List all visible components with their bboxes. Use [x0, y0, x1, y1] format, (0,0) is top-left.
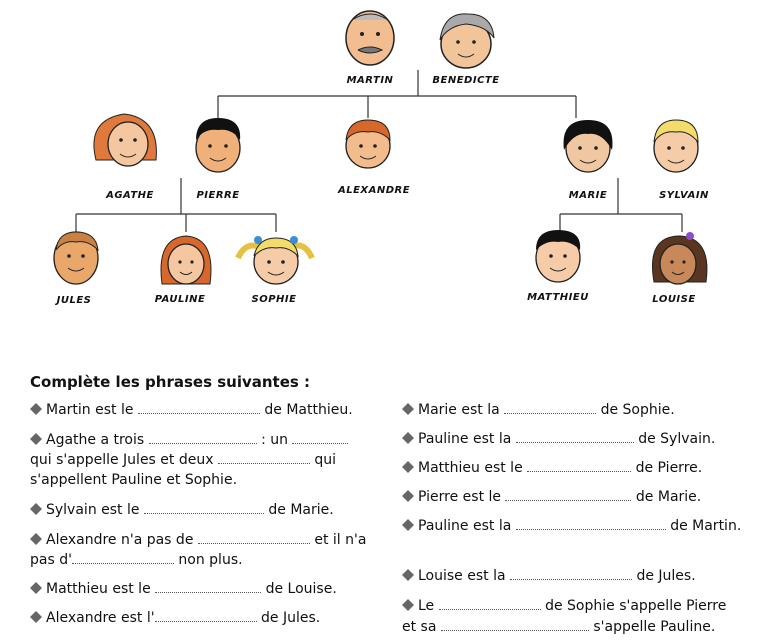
- diamond-bullet-icon: [30, 403, 42, 415]
- name-louise: LOUISE: [652, 294, 696, 305]
- sentence-text: de Jules.: [632, 568, 696, 584]
- sentence-text: de Jules.: [256, 610, 321, 626]
- diamond-bullet-icon: [30, 533, 42, 545]
- answer-blank[interactable]: [292, 431, 348, 444]
- sentence-text: non plus.: [173, 552, 243, 568]
- exercise-left-2-line2: [30, 450, 336, 470]
- sentence-text: de Martin.: [665, 518, 742, 534]
- name-alexandre: ALEXANDRE: [337, 185, 411, 196]
- diamond-bullet-icon: [30, 611, 42, 623]
- sentence-text: s'appellent Pauline et Sophie.: [30, 472, 238, 488]
- diamond-bullet-icon: [402, 461, 414, 473]
- sentence-text: qui: [309, 452, 337, 468]
- name-sophie: SOPHIE: [251, 294, 297, 305]
- exercise-right-7-line2: [402, 617, 715, 637]
- face-matthieu: [536, 230, 580, 282]
- diamond-bullet-icon: [402, 519, 414, 531]
- name-jules: JULES: [56, 295, 92, 306]
- face-agathe: [94, 114, 156, 166]
- sentence-text: s'appelle Pauline.: [588, 619, 716, 635]
- face-sophie: [238, 236, 312, 284]
- answer-blank[interactable]: [155, 580, 261, 593]
- answer-blank[interactable]: [149, 431, 257, 444]
- exercise-left-6: [30, 608, 320, 628]
- sentence-text: pas d': [30, 552, 72, 568]
- exercise-left-5: [30, 579, 337, 599]
- answer-blank[interactable]: [505, 488, 631, 501]
- exercise-right-1: [402, 400, 675, 420]
- face-alexandre: [346, 120, 390, 168]
- name-pierre: PIERRE: [196, 190, 240, 201]
- sentence-text: Le: [418, 598, 439, 614]
- answer-blank[interactable]: [441, 618, 589, 631]
- sentence-text: qui s'appelle Jules et deux: [30, 452, 218, 468]
- answer-blank[interactable]: [218, 451, 310, 464]
- answer-blank[interactable]: [504, 401, 596, 414]
- name-pauline: PAULINE: [154, 294, 206, 305]
- exercise-right-6: [402, 566, 696, 586]
- answer-blank[interactable]: [527, 459, 631, 472]
- face-pauline: [161, 236, 211, 284]
- sentence-text: de Marie.: [631, 489, 702, 505]
- sentence-text: de Louise.: [261, 581, 337, 597]
- diamond-bullet-icon: [402, 403, 414, 415]
- exercise-left-4-line2: [30, 550, 243, 570]
- sentence-text: Louise est la: [418, 568, 511, 584]
- exercise-left-4: [30, 530, 366, 550]
- exercise-left-2-line3: [30, 470, 237, 490]
- sentence-text: de Matthieu.: [259, 402, 353, 418]
- sentence-text: Alexandre est l': [46, 610, 155, 626]
- exercise-left-2: [30, 430, 348, 450]
- exercise-left-3: [30, 500, 334, 520]
- face-marie: [564, 120, 613, 172]
- sentence-text: Sylvain est le: [46, 502, 144, 518]
- sentence-text: de Marie.: [263, 502, 334, 518]
- sentence-text: de Pierre.: [631, 460, 703, 476]
- diamond-bullet-icon: [402, 490, 414, 502]
- sentence-text: Pauline est la: [418, 431, 516, 447]
- sentence-text: Pierre est le: [418, 489, 506, 505]
- answer-blank[interactable]: [138, 401, 260, 414]
- sentence-text: Matthieu est le: [418, 460, 528, 476]
- sentence-text: et sa: [402, 619, 441, 635]
- name-martin: MARTIN: [346, 75, 394, 86]
- face-jules: [54, 232, 98, 284]
- diamond-bullet-icon: [402, 569, 414, 581]
- sentence-text: Agathe a trois: [46, 432, 149, 448]
- answer-blank[interactable]: [72, 551, 174, 564]
- answer-blank[interactable]: [155, 609, 257, 622]
- face-benedicte: [440, 14, 494, 68]
- diamond-bullet-icon: [30, 503, 42, 515]
- sentence-text: Matthieu est le: [46, 581, 156, 597]
- answer-blank[interactable]: [510, 567, 632, 580]
- sentence-text: Martin est le: [46, 402, 138, 418]
- exercise-right-2: [402, 429, 715, 449]
- exercise-right-7: [402, 596, 726, 616]
- answer-blank[interactable]: [516, 517, 666, 530]
- sentence-text: et il n'a: [309, 532, 367, 548]
- face-pierre: [196, 118, 240, 172]
- face-sylvain: [654, 120, 698, 172]
- exercise-title: Complète les phrases suivantes :: [30, 373, 311, 391]
- sentence-text: de Sylvain.: [633, 431, 716, 447]
- sentence-text: Pauline est la: [418, 518, 516, 534]
- name-benedicte: BENEDICTE: [432, 75, 500, 86]
- sentence-text: : un: [256, 432, 293, 448]
- sentence-text: de Sophie.: [596, 402, 675, 418]
- exercise-right-3: [402, 458, 702, 478]
- diamond-bullet-icon: [402, 432, 414, 444]
- diamond-bullet-icon: [30, 433, 42, 445]
- sentence-text: Alexandre n'a pas de: [46, 532, 198, 548]
- answer-blank[interactable]: [439, 597, 541, 610]
- face-martin: [346, 11, 394, 65]
- answer-blank[interactable]: [198, 531, 310, 544]
- answer-blank[interactable]: [144, 501, 264, 514]
- name-matthieu: MATTHIEU: [527, 292, 589, 303]
- name-agathe: AGATHE: [106, 190, 154, 201]
- answer-blank[interactable]: [516, 430, 634, 443]
- diamond-bullet-icon: [30, 582, 42, 594]
- sentence-text: de Sophie s'appelle Pierre: [540, 598, 727, 614]
- name-sylvain: SYLVAIN: [659, 190, 709, 201]
- sentence-text: Marie est la: [418, 402, 505, 418]
- diamond-bullet-icon: [402, 599, 414, 611]
- exercise-right-4: [402, 487, 701, 507]
- exercise-right-5: [402, 516, 741, 536]
- name-marie: MARIE: [568, 190, 608, 201]
- face-louise: [652, 232, 706, 284]
- exercise-left-1: [30, 400, 353, 420]
